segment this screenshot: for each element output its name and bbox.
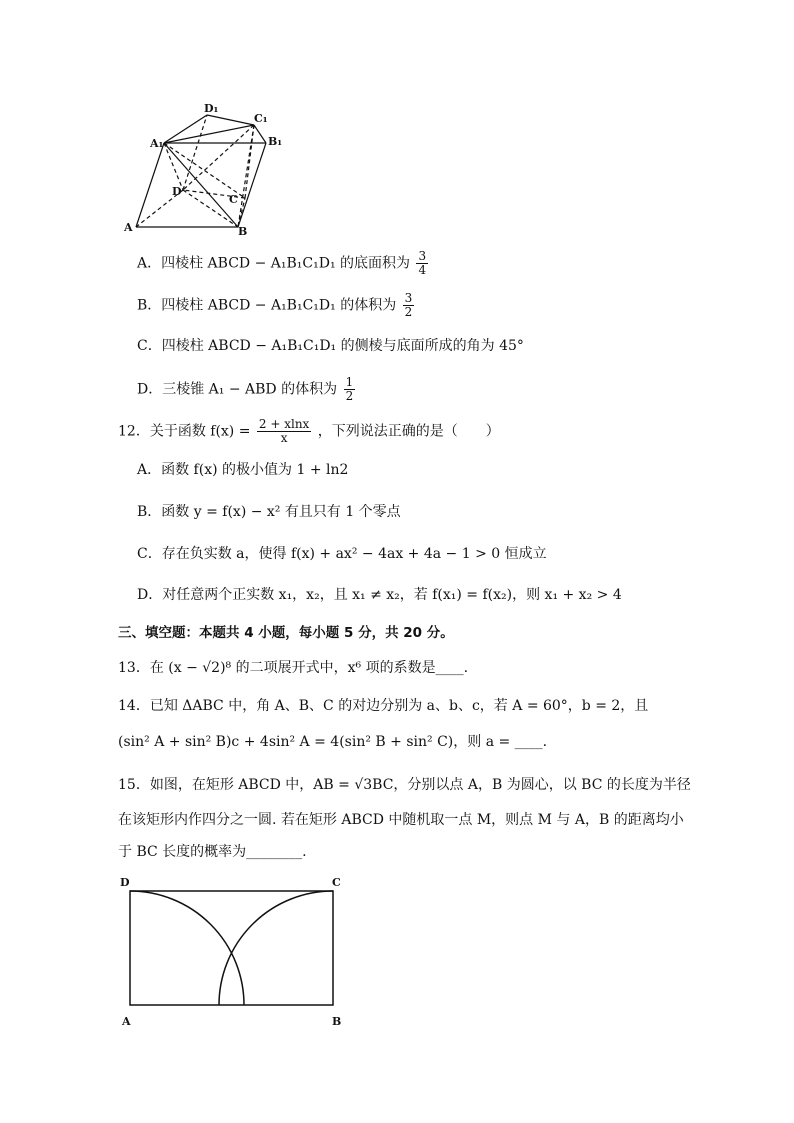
q11-option-c: C．四棱柱 ABCD − A₁B₁C₁D₁ 的侧棱与底面所成的角为 45° <box>137 338 524 354</box>
label-C: C <box>332 876 341 889</box>
label-B: B <box>238 225 248 238</box>
q15-stem-line2: 在该矩形内作四分之一圆. 若在矩形 ABCD 中随机取一点 M，则点 M 与 A，B 的距离均小 <box>118 812 684 828</box>
q11-option-d: D．三棱锥 A₁ − ABD 的体积为 $\frac{1}{2}$ <box>137 375 354 403</box>
section-heading: 三、填空题：本题共 4 小题，每小题 5 分，共 20 分。 <box>118 625 454 641</box>
q12-option-a: A．函数 f(x) 的极小值为 1 + ln2 <box>137 462 349 478</box>
q12-option-b: B．函数 y = f(x) − x² 有且只有 1 个零点 <box>137 504 401 520</box>
fraction: $\frac{1}{2}$ <box>345 375 354 403</box>
label-C: C <box>229 193 238 206</box>
label-A: A <box>124 221 133 234</box>
q12-option-c: C．存在负实数 a，使得 f(x) + ax² − 4ax + 4a − 1 > 0 恒成立 <box>137 546 547 562</box>
label-A: A <box>122 1015 131 1028</box>
prism-figure <box>120 100 283 238</box>
q11-option-a: A．四棱柱 ABCD − A₁B₁C₁D₁ 的底面积为 $\frac{3}{4}$ <box>137 249 427 277</box>
rectangle-figure <box>118 872 358 1027</box>
q15-stem-line3: 于 BC 长度的概率为________. <box>118 844 307 860</box>
label-B: B <box>332 1015 342 1028</box>
fraction: $\frac{2 + xlnx}{x}$ <box>258 417 310 445</box>
q11-option-b: B．四棱柱 ABCD − A₁B₁C₁D₁ 的体积为 $\frac{3}{2}$ <box>137 291 413 319</box>
label-B1: B₁ <box>268 135 283 148</box>
label-A1: A₁ <box>150 137 164 150</box>
label-D1: D₁ <box>204 102 219 115</box>
label-D: D <box>120 876 130 889</box>
fraction: $\frac{3}{4}$ <box>418 249 427 277</box>
q14-stem-line1: 14．已知 ΔABC 中，角 A、B、C 的对边分别为 a、b、c，若 A = 60°，b = 2，且 <box>118 698 649 714</box>
q15-stem-line1: 15．如图，在矩形 ABCD 中，AB = √3BC，分别以点 A，B 为圆心，以 BC 的长度为半径 <box>118 777 691 793</box>
fraction: $\frac{3}{2}$ <box>404 291 413 319</box>
q14-stem-line2: (sin² A + sin² B)c + 4sin² A = 4(sin² B + sin² C)，则 a = ____. <box>118 734 548 750</box>
label-D: D <box>172 185 182 198</box>
q12-stem: 12．关于函数 f(x) = $\frac{2 + xlnx}{x}$ ，下列说法正确的是（ ） <box>118 417 500 445</box>
q12-option-d: D．对任意两个正实数 x₁，x₂，且 x₁ ≠ x₂，若 f(x₁) = f(x₂)，则 x₁ + x₂ > 4 <box>137 587 622 603</box>
label-C1: C₁ <box>254 112 268 125</box>
q13-stem: 13．在 (x − √2)⁸ 的二项展开式中，x⁶ 项的系数是____. <box>118 660 469 676</box>
